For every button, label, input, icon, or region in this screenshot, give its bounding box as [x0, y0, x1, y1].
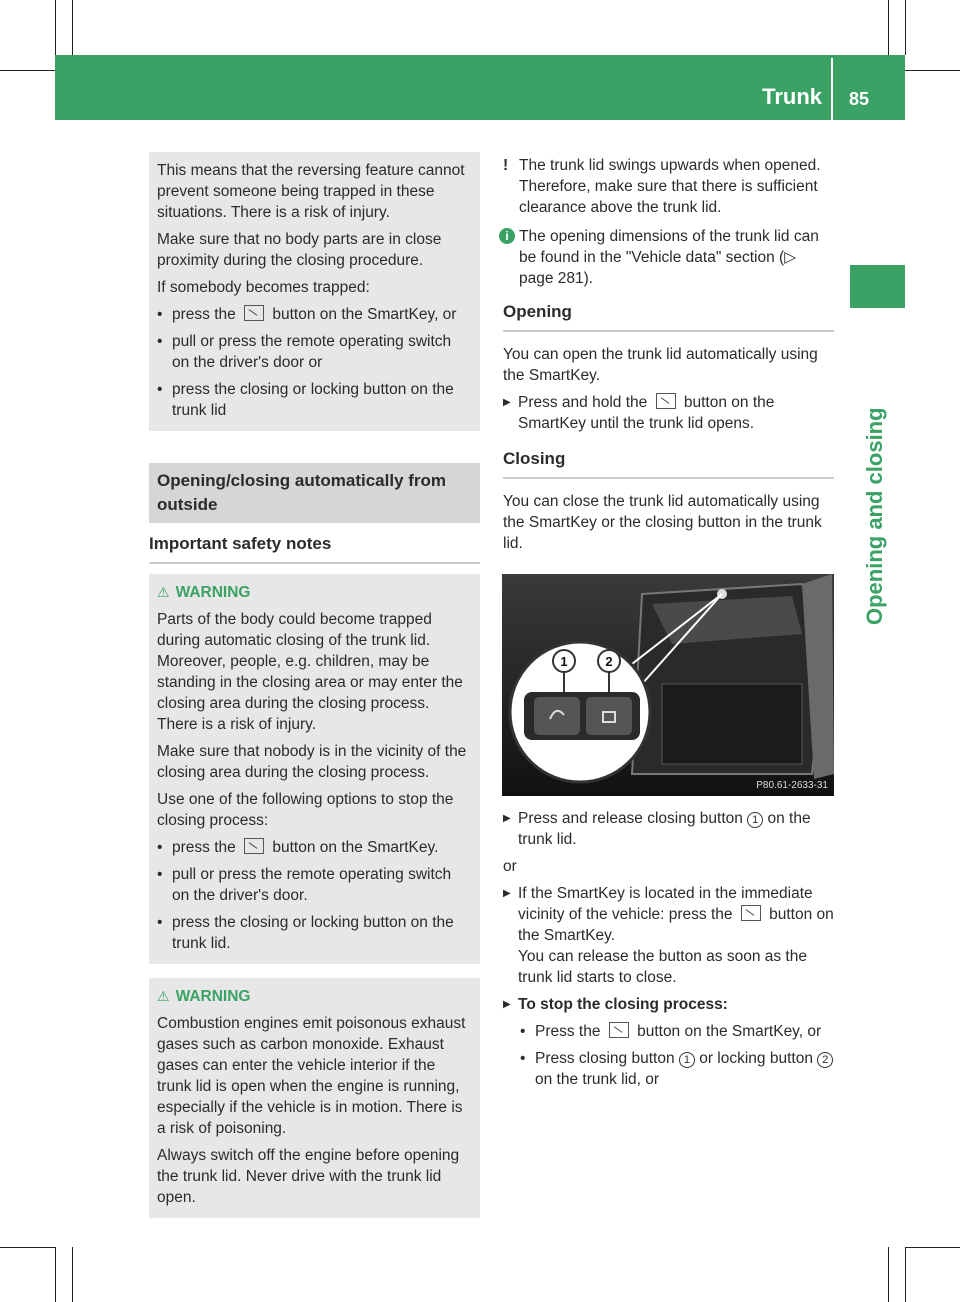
trunk-key-icon [244, 305, 264, 321]
crop-mark [905, 1247, 960, 1248]
paragraph: Always switch off the engine before opening the trunk lid. Never drive with the trunk lid open. [157, 1147, 460, 1206]
left-column [149, 152, 480, 1218]
warning-triangle-icon: ⚠ [157, 988, 170, 1004]
crop-mark [905, 0, 906, 55]
trunk-key-icon [656, 393, 676, 409]
trunk-illustration [502, 574, 834, 796]
callout-ref: 1 [747, 812, 763, 828]
paragraph: If somebody becomes trapped: [157, 279, 370, 296]
right-column [503, 155, 834, 560]
paragraph: Parts of the body could become trapped during automatic closing of the trunk lid. Moreover, people, e.g. children, may be standing in the closing area or may enter the closing area during the closing process. There is a risk of injury. [157, 611, 463, 733]
trunk-photo [502, 574, 834, 796]
trunk-key-icon [244, 838, 264, 854]
crop-mark [0, 1247, 55, 1248]
crop-mark [72, 0, 73, 55]
paragraph: Make sure that no body parts are in close proximity during the closing procedure. [157, 231, 442, 269]
subheading-opening: Opening [503, 301, 834, 332]
page-title: Trunk [762, 84, 822, 109]
warning-box [149, 574, 480, 964]
crop-mark [905, 1247, 906, 1302]
bullet-item: • pull or press the remote operating switch on the driver's door or [157, 331, 472, 373]
warning-box [149, 978, 480, 1218]
paragraph-or: or [503, 858, 517, 875]
caution-note: ! The trunk lid swings upwards when opened. Therefore, make sure that there is sufficient clearance above the trunk lid. [503, 157, 821, 216]
crop-mark [888, 1247, 889, 1302]
bullet-item: • Press the button on the SmartKey, or [520, 1021, 834, 1042]
subheading: Important safety notes [149, 533, 480, 564]
warning-title: ⚠ WARNING [157, 988, 251, 1005]
subheading-closing: Closing [503, 448, 834, 479]
chapter-label: Opening and closing [862, 407, 887, 625]
crop-mark [905, 70, 960, 71]
crop-mark [72, 1247, 73, 1302]
paragraph: This means that the reversing feature cannot prevent someone being trapped in these situations. There is a risk of injury. [157, 162, 465, 221]
callout-ref: 1 [679, 1052, 695, 1068]
right-column-steps [503, 808, 834, 1096]
step-item: ▶ To stop the closing process: [503, 994, 834, 1015]
warning-triangle-icon: ⚠ [157, 584, 170, 600]
trunk-key-icon [741, 905, 761, 921]
bullet-item: • press the button on the SmartKey, or [157, 304, 472, 325]
continued-warning-box [149, 152, 480, 431]
page-ref-arrow: ▷ [784, 249, 797, 266]
callout-2: 2 [605, 654, 613, 669]
page-number: 85 [849, 89, 870, 109]
crop-mark [55, 0, 56, 55]
chapter-tab [850, 265, 905, 308]
bullet-item: • pull or press the remote operating switch on the driver's door. [157, 864, 472, 906]
trunk-key-icon [609, 1022, 629, 1038]
info-note: i The opening dimensions of the trunk lid can be found in the "Vehicle data" section (▷ page 281). [503, 226, 834, 289]
bullet-item: • press the button on the SmartKey. [157, 837, 472, 858]
crop-mark [888, 0, 889, 55]
header-divider [831, 58, 833, 120]
callout-1: 1 [560, 654, 568, 669]
crop-mark [0, 70, 55, 71]
step-note: You can release the button as soon as the trunk lid starts to close. [518, 948, 807, 986]
caution-icon: ! [503, 157, 509, 174]
paragraph: Make sure that nobody is in the vicinity of the closing area during the closing process. [157, 743, 467, 781]
warning-title: ⚠ WARNING [157, 584, 251, 601]
paragraph: You can close the trunk lid automatically using the SmartKey or the closing button in the trunk lid. [503, 493, 822, 552]
bullet-item: • Press closing button 1 or locking button 2 on the trunk lid, or [520, 1048, 834, 1090]
step-item: ▶ Press and hold the button on the SmartKey until the trunk lid opens. [503, 392, 834, 434]
bullet-item: • press the closing or locking button on the trunk lid [157, 379, 472, 421]
callout-ref: 2 [817, 1052, 833, 1068]
step-item: ▶ Press and release closing button 1 on the trunk lid. [503, 808, 834, 850]
paragraph: Use one of the following options to stop the closing process: [157, 791, 454, 829]
paragraph: Combustion engines emit poisonous exhaust gases such as carbon monoxide. Exhaust gases can enter the vehicle interior if the trunk lid is open when the engine is running, especially if the vehicle is in motion. There is a risk of poisoning. [157, 1015, 466, 1137]
info-icon: i [499, 228, 515, 244]
step-item: ▶ If the SmartKey is located in the immediate vicinity of the vehicle: press the button on the SmartKey. [503, 883, 834, 946]
photo-code: P80.61-2633-31 [756, 780, 828, 791]
crop-mark [55, 1247, 56, 1302]
bullet-item: • press the closing or locking button on the trunk lid. [157, 912, 472, 954]
section-heading: Opening/closing automatically from outside [149, 463, 480, 523]
paragraph: You can open the trunk lid automatically using the SmartKey. [503, 346, 818, 384]
